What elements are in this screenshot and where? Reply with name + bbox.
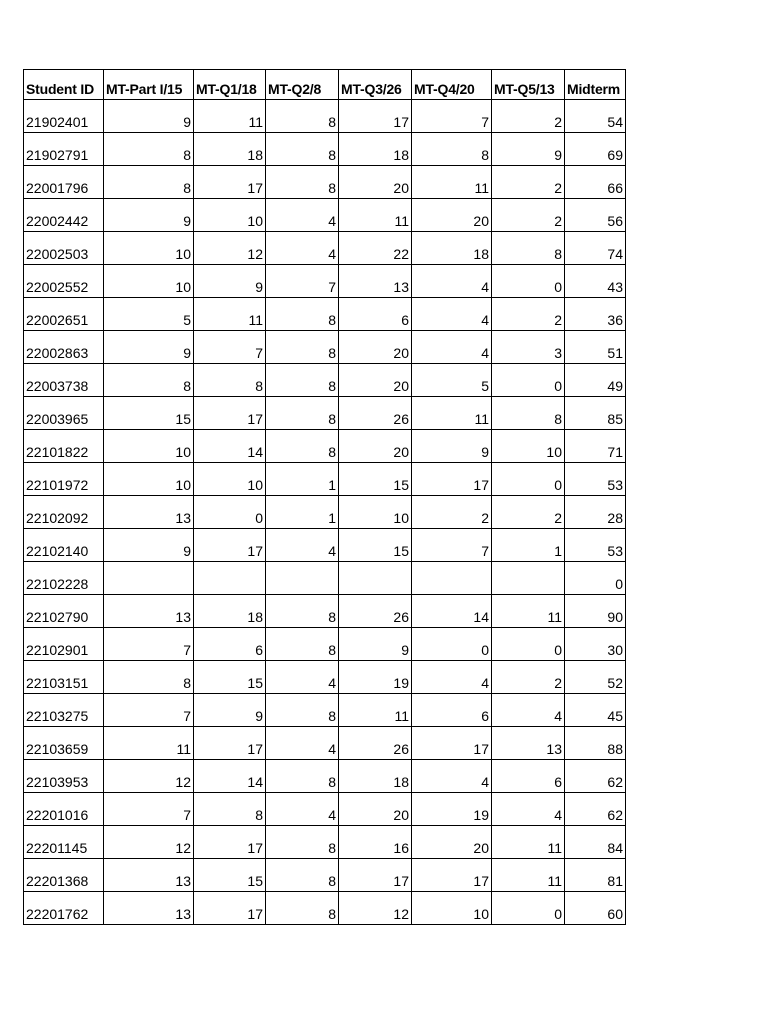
cell-mt-q4: 10 (412, 892, 492, 925)
cell-mt-q1: 17 (194, 727, 266, 760)
cell-mt-q3: 9 (339, 628, 412, 661)
cell-mt-q5: 11 (492, 826, 565, 859)
header-mt-q1: MT-Q1/18 (194, 70, 266, 100)
cell-mt-part-i: 9 (104, 529, 194, 562)
table-row (24, 331, 626, 364)
cell-midterm: 85 (565, 397, 626, 430)
cell-mt-q3 (339, 562, 412, 595)
header-mt-q4: MT-Q4/20 (412, 70, 492, 100)
cell-mt-q4: 4 (412, 760, 492, 793)
table-row (24, 562, 626, 595)
cell-mt-q2: 1 (266, 496, 339, 529)
cell-mt-q2 (266, 562, 339, 595)
cell-mt-q4: 4 (412, 265, 492, 298)
cell-student-id: 22102228 (24, 562, 104, 595)
cell-mt-q5: 2 (492, 661, 565, 694)
cell-mt-q5: 0 (492, 628, 565, 661)
cell-mt-q1: 9 (194, 694, 266, 727)
cell-midterm: 53 (565, 529, 626, 562)
cell-mt-q4: 4 (412, 298, 492, 331)
header-mt-q2: MT-Q2/8 (266, 70, 339, 100)
cell-mt-q1: 15 (194, 859, 266, 892)
cell-mt-q4: 17 (412, 727, 492, 760)
cell-midterm: 36 (565, 298, 626, 331)
cell-mt-part-i: 15 (104, 397, 194, 430)
cell-mt-q1: 8 (194, 793, 266, 826)
cell-mt-q4: 0 (412, 628, 492, 661)
cell-mt-q5: 2 (492, 298, 565, 331)
cell-student-id: 21902791 (24, 133, 104, 166)
cell-mt-q5: 8 (492, 397, 565, 430)
cell-student-id: 22201368 (24, 859, 104, 892)
grades-table (23, 69, 626, 925)
cell-midterm: 28 (565, 496, 626, 529)
table-row (24, 760, 626, 793)
cell-student-id: 22103275 (24, 694, 104, 727)
cell-mt-q3: 15 (339, 463, 412, 496)
cell-midterm: 51 (565, 331, 626, 364)
cell-midterm: 60 (565, 892, 626, 925)
cell-mt-q5: 8 (492, 232, 565, 265)
table-row (24, 661, 626, 694)
cell-mt-part-i: 9 (104, 100, 194, 133)
cell-mt-q5: 9 (492, 133, 565, 166)
cell-midterm: 56 (565, 199, 626, 232)
cell-mt-q3: 15 (339, 529, 412, 562)
cell-mt-q2: 8 (266, 430, 339, 463)
cell-mt-q2: 8 (266, 100, 339, 133)
table-row (24, 232, 626, 265)
table-row (24, 793, 626, 826)
cell-mt-q3: 12 (339, 892, 412, 925)
cell-student-id: 22101822 (24, 430, 104, 463)
header-mt-part-i: MT-Part I/15 (104, 70, 194, 100)
cell-mt-part-i (104, 562, 194, 595)
cell-mt-q2: 4 (266, 727, 339, 760)
cell-mt-q2: 1 (266, 463, 339, 496)
cell-mt-q2: 8 (266, 826, 339, 859)
cell-student-id: 22102790 (24, 595, 104, 628)
cell-mt-q1: 6 (194, 628, 266, 661)
cell-midterm: 66 (565, 166, 626, 199)
cell-midterm: 30 (565, 628, 626, 661)
cell-student-id: 22103953 (24, 760, 104, 793)
cell-student-id: 22102140 (24, 529, 104, 562)
cell-mt-q3: 10 (339, 496, 412, 529)
cell-mt-q4: 9 (412, 430, 492, 463)
cell-midterm: 74 (565, 232, 626, 265)
cell-mt-q3: 20 (339, 364, 412, 397)
cell-mt-q2: 8 (266, 166, 339, 199)
cell-mt-part-i: 10 (104, 430, 194, 463)
cell-mt-q4: 7 (412, 100, 492, 133)
cell-mt-q3: 11 (339, 199, 412, 232)
table-row (24, 859, 626, 892)
cell-mt-q5: 4 (492, 793, 565, 826)
header-mt-q3: MT-Q3/26 (339, 70, 412, 100)
cell-student-id: 22201145 (24, 826, 104, 859)
cell-mt-q3: 18 (339, 133, 412, 166)
cell-mt-part-i: 9 (104, 199, 194, 232)
cell-mt-part-i: 13 (104, 595, 194, 628)
cell-mt-part-i: 7 (104, 793, 194, 826)
cell-student-id: 22103659 (24, 727, 104, 760)
cell-mt-q1: 14 (194, 760, 266, 793)
cell-mt-q1: 11 (194, 298, 266, 331)
cell-mt-q2: 4 (266, 529, 339, 562)
cell-mt-q5: 2 (492, 100, 565, 133)
cell-mt-q5: 0 (492, 892, 565, 925)
cell-mt-q1: 18 (194, 133, 266, 166)
cell-mt-q1: 12 (194, 232, 266, 265)
cell-mt-q3: 26 (339, 595, 412, 628)
cell-mt-q2: 4 (266, 661, 339, 694)
cell-midterm: 88 (565, 727, 626, 760)
cell-student-id: 22102092 (24, 496, 104, 529)
table-row (24, 826, 626, 859)
cell-mt-q1: 17 (194, 529, 266, 562)
cell-student-id: 22101972 (24, 463, 104, 496)
cell-student-id: 22003738 (24, 364, 104, 397)
cell-mt-q3: 6 (339, 298, 412, 331)
cell-student-id: 22102901 (24, 628, 104, 661)
cell-mt-q4: 6 (412, 694, 492, 727)
cell-student-id: 21902401 (24, 100, 104, 133)
cell-mt-part-i: 8 (104, 364, 194, 397)
table-row (24, 166, 626, 199)
table-row (24, 727, 626, 760)
header-midterm: Midterm (565, 70, 626, 100)
cell-mt-part-i: 13 (104, 496, 194, 529)
cell-mt-q5: 2 (492, 166, 565, 199)
cell-mt-part-i: 7 (104, 694, 194, 727)
cell-mt-q4: 5 (412, 364, 492, 397)
cell-student-id: 22002442 (24, 199, 104, 232)
cell-mt-q3: 20 (339, 166, 412, 199)
cell-mt-part-i: 13 (104, 859, 194, 892)
table-row (24, 430, 626, 463)
cell-mt-q2: 8 (266, 760, 339, 793)
cell-mt-q1: 18 (194, 595, 266, 628)
cell-mt-q5: 10 (492, 430, 565, 463)
cell-mt-q4 (412, 562, 492, 595)
cell-mt-q4: 17 (412, 859, 492, 892)
cell-mt-q1: 9 (194, 265, 266, 298)
cell-midterm: 84 (565, 826, 626, 859)
cell-mt-part-i: 5 (104, 298, 194, 331)
cell-mt-q5: 4 (492, 694, 565, 727)
cell-mt-q1: 14 (194, 430, 266, 463)
cell-midterm: 54 (565, 100, 626, 133)
cell-mt-part-i: 11 (104, 727, 194, 760)
cell-mt-q3: 26 (339, 397, 412, 430)
cell-mt-q1: 17 (194, 826, 266, 859)
cell-mt-q4: 7 (412, 529, 492, 562)
cell-mt-q3: 20 (339, 793, 412, 826)
cell-mt-q2: 8 (266, 628, 339, 661)
table-row (24, 364, 626, 397)
cell-mt-q3: 20 (339, 331, 412, 364)
cell-student-id: 22002552 (24, 265, 104, 298)
table-row (24, 397, 626, 430)
cell-mt-part-i: 12 (104, 826, 194, 859)
cell-mt-q5: 0 (492, 265, 565, 298)
cell-student-id: 22002863 (24, 331, 104, 364)
table-row (24, 595, 626, 628)
cell-mt-part-i: 7 (104, 628, 194, 661)
cell-student-id: 22002651 (24, 298, 104, 331)
cell-mt-q5: 0 (492, 364, 565, 397)
cell-mt-part-i: 8 (104, 133, 194, 166)
cell-mt-q3: 22 (339, 232, 412, 265)
cell-mt-q4: 11 (412, 397, 492, 430)
cell-mt-q4: 4 (412, 661, 492, 694)
cell-mt-q1: 8 (194, 364, 266, 397)
cell-midterm: 71 (565, 430, 626, 463)
cell-mt-q4: 17 (412, 463, 492, 496)
cell-mt-q3: 11 (339, 694, 412, 727)
cell-mt-q2: 8 (266, 595, 339, 628)
cell-mt-q2: 8 (266, 397, 339, 430)
cell-midterm: 52 (565, 661, 626, 694)
cell-mt-q2: 8 (266, 133, 339, 166)
cell-mt-q4: 14 (412, 595, 492, 628)
cell-mt-q3: 17 (339, 859, 412, 892)
cell-mt-q5: 1 (492, 529, 565, 562)
table-row (24, 529, 626, 562)
cell-mt-q4: 20 (412, 826, 492, 859)
cell-mt-part-i: 10 (104, 265, 194, 298)
cell-mt-q4: 8 (412, 133, 492, 166)
cell-mt-part-i: 13 (104, 892, 194, 925)
cell-mt-q2: 4 (266, 793, 339, 826)
table-row (24, 100, 626, 133)
cell-mt-q1: 17 (194, 166, 266, 199)
cell-mt-q5: 13 (492, 727, 565, 760)
cell-mt-q1: 17 (194, 892, 266, 925)
table-row (24, 892, 626, 925)
cell-mt-q2: 8 (266, 892, 339, 925)
cell-mt-part-i: 10 (104, 463, 194, 496)
cell-mt-q4: 19 (412, 793, 492, 826)
cell-student-id: 22201016 (24, 793, 104, 826)
cell-mt-q3: 18 (339, 760, 412, 793)
table-row (24, 199, 626, 232)
cell-mt-q2: 7 (266, 265, 339, 298)
cell-midterm: 90 (565, 595, 626, 628)
cell-mt-q2: 8 (266, 331, 339, 364)
cell-mt-q5: 0 (492, 463, 565, 496)
cell-mt-q5: 2 (492, 199, 565, 232)
cell-mt-q1: 15 (194, 661, 266, 694)
cell-mt-q2: 8 (266, 859, 339, 892)
cell-midterm: 0 (565, 562, 626, 595)
cell-midterm: 43 (565, 265, 626, 298)
header-mt-q5: MT-Q5/13 (492, 70, 565, 100)
cell-mt-part-i: 10 (104, 232, 194, 265)
table-row (24, 298, 626, 331)
cell-mt-q2: 8 (266, 694, 339, 727)
table-row (24, 694, 626, 727)
cell-mt-part-i: 12 (104, 760, 194, 793)
cell-midterm: 69 (565, 133, 626, 166)
table-row (24, 133, 626, 166)
cell-mt-q3: 20 (339, 430, 412, 463)
cell-mt-q1: 11 (194, 100, 266, 133)
cell-mt-q5: 11 (492, 859, 565, 892)
cell-mt-q4: 18 (412, 232, 492, 265)
cell-student-id: 22002503 (24, 232, 104, 265)
cell-mt-q2: 4 (266, 199, 339, 232)
header-row (24, 70, 626, 100)
cell-midterm: 81 (565, 859, 626, 892)
cell-student-id: 22103151 (24, 661, 104, 694)
cell-mt-q4: 2 (412, 496, 492, 529)
cell-midterm: 53 (565, 463, 626, 496)
cell-mt-q2: 8 (266, 364, 339, 397)
cell-mt-q5: 3 (492, 331, 565, 364)
cell-student-id: 22201762 (24, 892, 104, 925)
cell-mt-q1: 0 (194, 496, 266, 529)
cell-mt-q5 (492, 562, 565, 595)
cell-mt-q5: 11 (492, 595, 565, 628)
cell-mt-part-i: 8 (104, 661, 194, 694)
table-body (24, 100, 626, 925)
cell-mt-q3: 26 (339, 727, 412, 760)
cell-mt-q5: 6 (492, 760, 565, 793)
cell-mt-q1: 17 (194, 397, 266, 430)
cell-mt-q3: 13 (339, 265, 412, 298)
cell-mt-q4: 4 (412, 331, 492, 364)
header-student-id: Student ID (24, 70, 104, 100)
table-row (24, 496, 626, 529)
cell-midterm: 62 (565, 793, 626, 826)
cell-mt-q3: 19 (339, 661, 412, 694)
cell-mt-q4: 11 (412, 166, 492, 199)
cell-student-id: 22003965 (24, 397, 104, 430)
cell-mt-q4: 20 (412, 199, 492, 232)
cell-midterm: 45 (565, 694, 626, 727)
cell-mt-q1: 10 (194, 463, 266, 496)
table-row (24, 265, 626, 298)
cell-mt-q2: 8 (266, 298, 339, 331)
cell-mt-q3: 17 (339, 100, 412, 133)
cell-student-id: 22001796 (24, 166, 104, 199)
cell-mt-q1: 10 (194, 199, 266, 232)
cell-mt-q5: 2 (492, 496, 565, 529)
cell-mt-part-i: 8 (104, 166, 194, 199)
cell-mt-q1 (194, 562, 266, 595)
table-row (24, 628, 626, 661)
cell-midterm: 49 (565, 364, 626, 397)
cell-mt-q3: 16 (339, 826, 412, 859)
cell-mt-part-i: 9 (104, 331, 194, 364)
cell-mt-q1: 7 (194, 331, 266, 364)
table-row (24, 463, 626, 496)
cell-mt-q2: 4 (266, 232, 339, 265)
cell-midterm: 62 (565, 760, 626, 793)
